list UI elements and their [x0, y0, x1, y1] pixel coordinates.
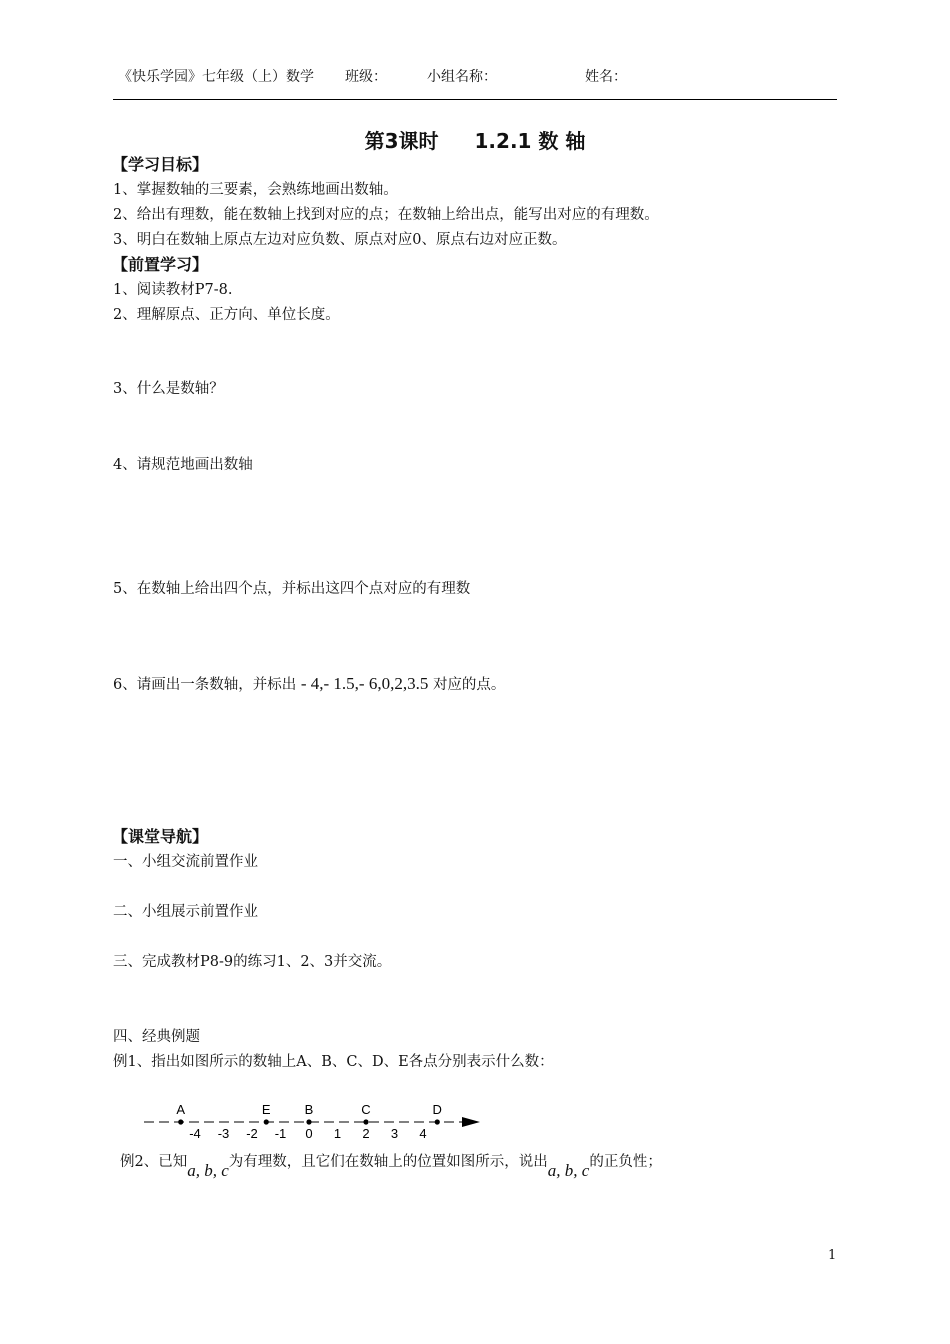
- page-title: [0, 125, 950, 154]
- example2-vars-2: a, b, c: [547, 1161, 590, 1180]
- number-line-arrow: [462, 1117, 480, 1127]
- lesson-topic: 1.2.1 数 轴: [474, 129, 586, 153]
- number-line-tick-label: 0: [305, 1126, 313, 1141]
- number-line-point-label: D: [432, 1102, 442, 1117]
- goal-item: 1、掌握数轴的三要素，会熟练地画出数轴。: [113, 182, 398, 198]
- prestudy-item: 3、什么是数轴？: [113, 381, 224, 397]
- example2-suffix: 的正负性；: [589, 1154, 662, 1170]
- classnav-heading: 【课堂导航】: [112, 827, 209, 846]
- number-line-tick-label: 1: [333, 1126, 342, 1141]
- prestudy-item: 1、阅读教材P7-8.: [113, 282, 233, 298]
- header-group-label: 小组名称：: [427, 69, 497, 85]
- item6-numbers: - 4,- 1.5,- 6,0,2,3.5: [300, 674, 429, 693]
- classnav-item: 四、经典例题: [113, 1029, 200, 1045]
- number-line-point-label: E: [261, 1102, 271, 1117]
- header-class-label: 班级：: [345, 69, 387, 85]
- number-line-point: [264, 1119, 269, 1124]
- example2-prefix: 例2、已知: [120, 1154, 188, 1170]
- number-line-point-label: C: [361, 1102, 371, 1117]
- number-line-tick-label: 4: [419, 1126, 427, 1141]
- goal-item: 3、明白在数轴上原点左边对应负数、原点对应0、原点右边对应正数。: [113, 232, 567, 248]
- header-name-label: 姓名：: [585, 69, 627, 85]
- number-line-point-label: B: [304, 1102, 314, 1117]
- example2-middle: 为有理数，且它们在数轴上的位置如图所示，说出: [228, 1154, 548, 1170]
- classnav-item: 一、小组交流前置作业: [113, 854, 258, 870]
- number-line-point: [306, 1119, 311, 1124]
- classnav-item: 二、小组展示前置作业: [113, 904, 258, 920]
- lesson-number: 第3课时: [364, 129, 439, 153]
- example2-vars: a, b, c: [187, 1161, 229, 1180]
- example2-text: [120, 1150, 662, 1180]
- prestudy-item: 5、在数轴上给出四个点，并标出这四个点对应的有理数: [113, 581, 471, 597]
- prestudy-item: 4、请规范地画出数轴: [113, 457, 253, 473]
- example1-text: 例1、指出如图所示的数轴上A、B、C、D、E各点分别表示什么数：: [113, 1054, 554, 1070]
- number-line: [140, 1095, 500, 1145]
- goals-heading: 【学习目标】: [112, 155, 209, 174]
- prestudy-heading: 【前置学习】: [112, 255, 209, 274]
- number-line-tick-label: -2: [246, 1126, 258, 1141]
- goal-item: 2、给出有理数，能在数轴上找到对应的点；在数轴上给出点，能写出对应的有理数。: [113, 207, 659, 223]
- number-line-point: [435, 1119, 440, 1124]
- page-number: 1: [828, 1248, 837, 1263]
- number-line-point: [178, 1119, 183, 1124]
- number-line-tick-label: -3: [217, 1126, 230, 1141]
- prestudy-item: 2、理解原点、正方向、单位长度。: [113, 307, 340, 323]
- number-line-tick-label: 3: [390, 1126, 399, 1141]
- header-rule: [113, 99, 837, 100]
- classnav-item: 三、完成教材P8-9的练习1、2、3并交流。: [113, 954, 392, 970]
- item6-suffix: 对应的点。: [432, 677, 506, 693]
- number-line-point-label: A: [176, 1102, 186, 1117]
- number-line-tick-label: 2: [362, 1126, 370, 1141]
- number-line-tick-label: -1: [274, 1126, 287, 1141]
- number-line-point: [363, 1119, 368, 1124]
- number-line-tick-label: -4: [189, 1126, 201, 1141]
- header-book-title: 《快乐学园》七年级（上）数学: [118, 69, 314, 85]
- item6-prefix: 6、请画出一条数轴，并标出: [113, 677, 297, 693]
- prestudy-item-6: [113, 673, 505, 694]
